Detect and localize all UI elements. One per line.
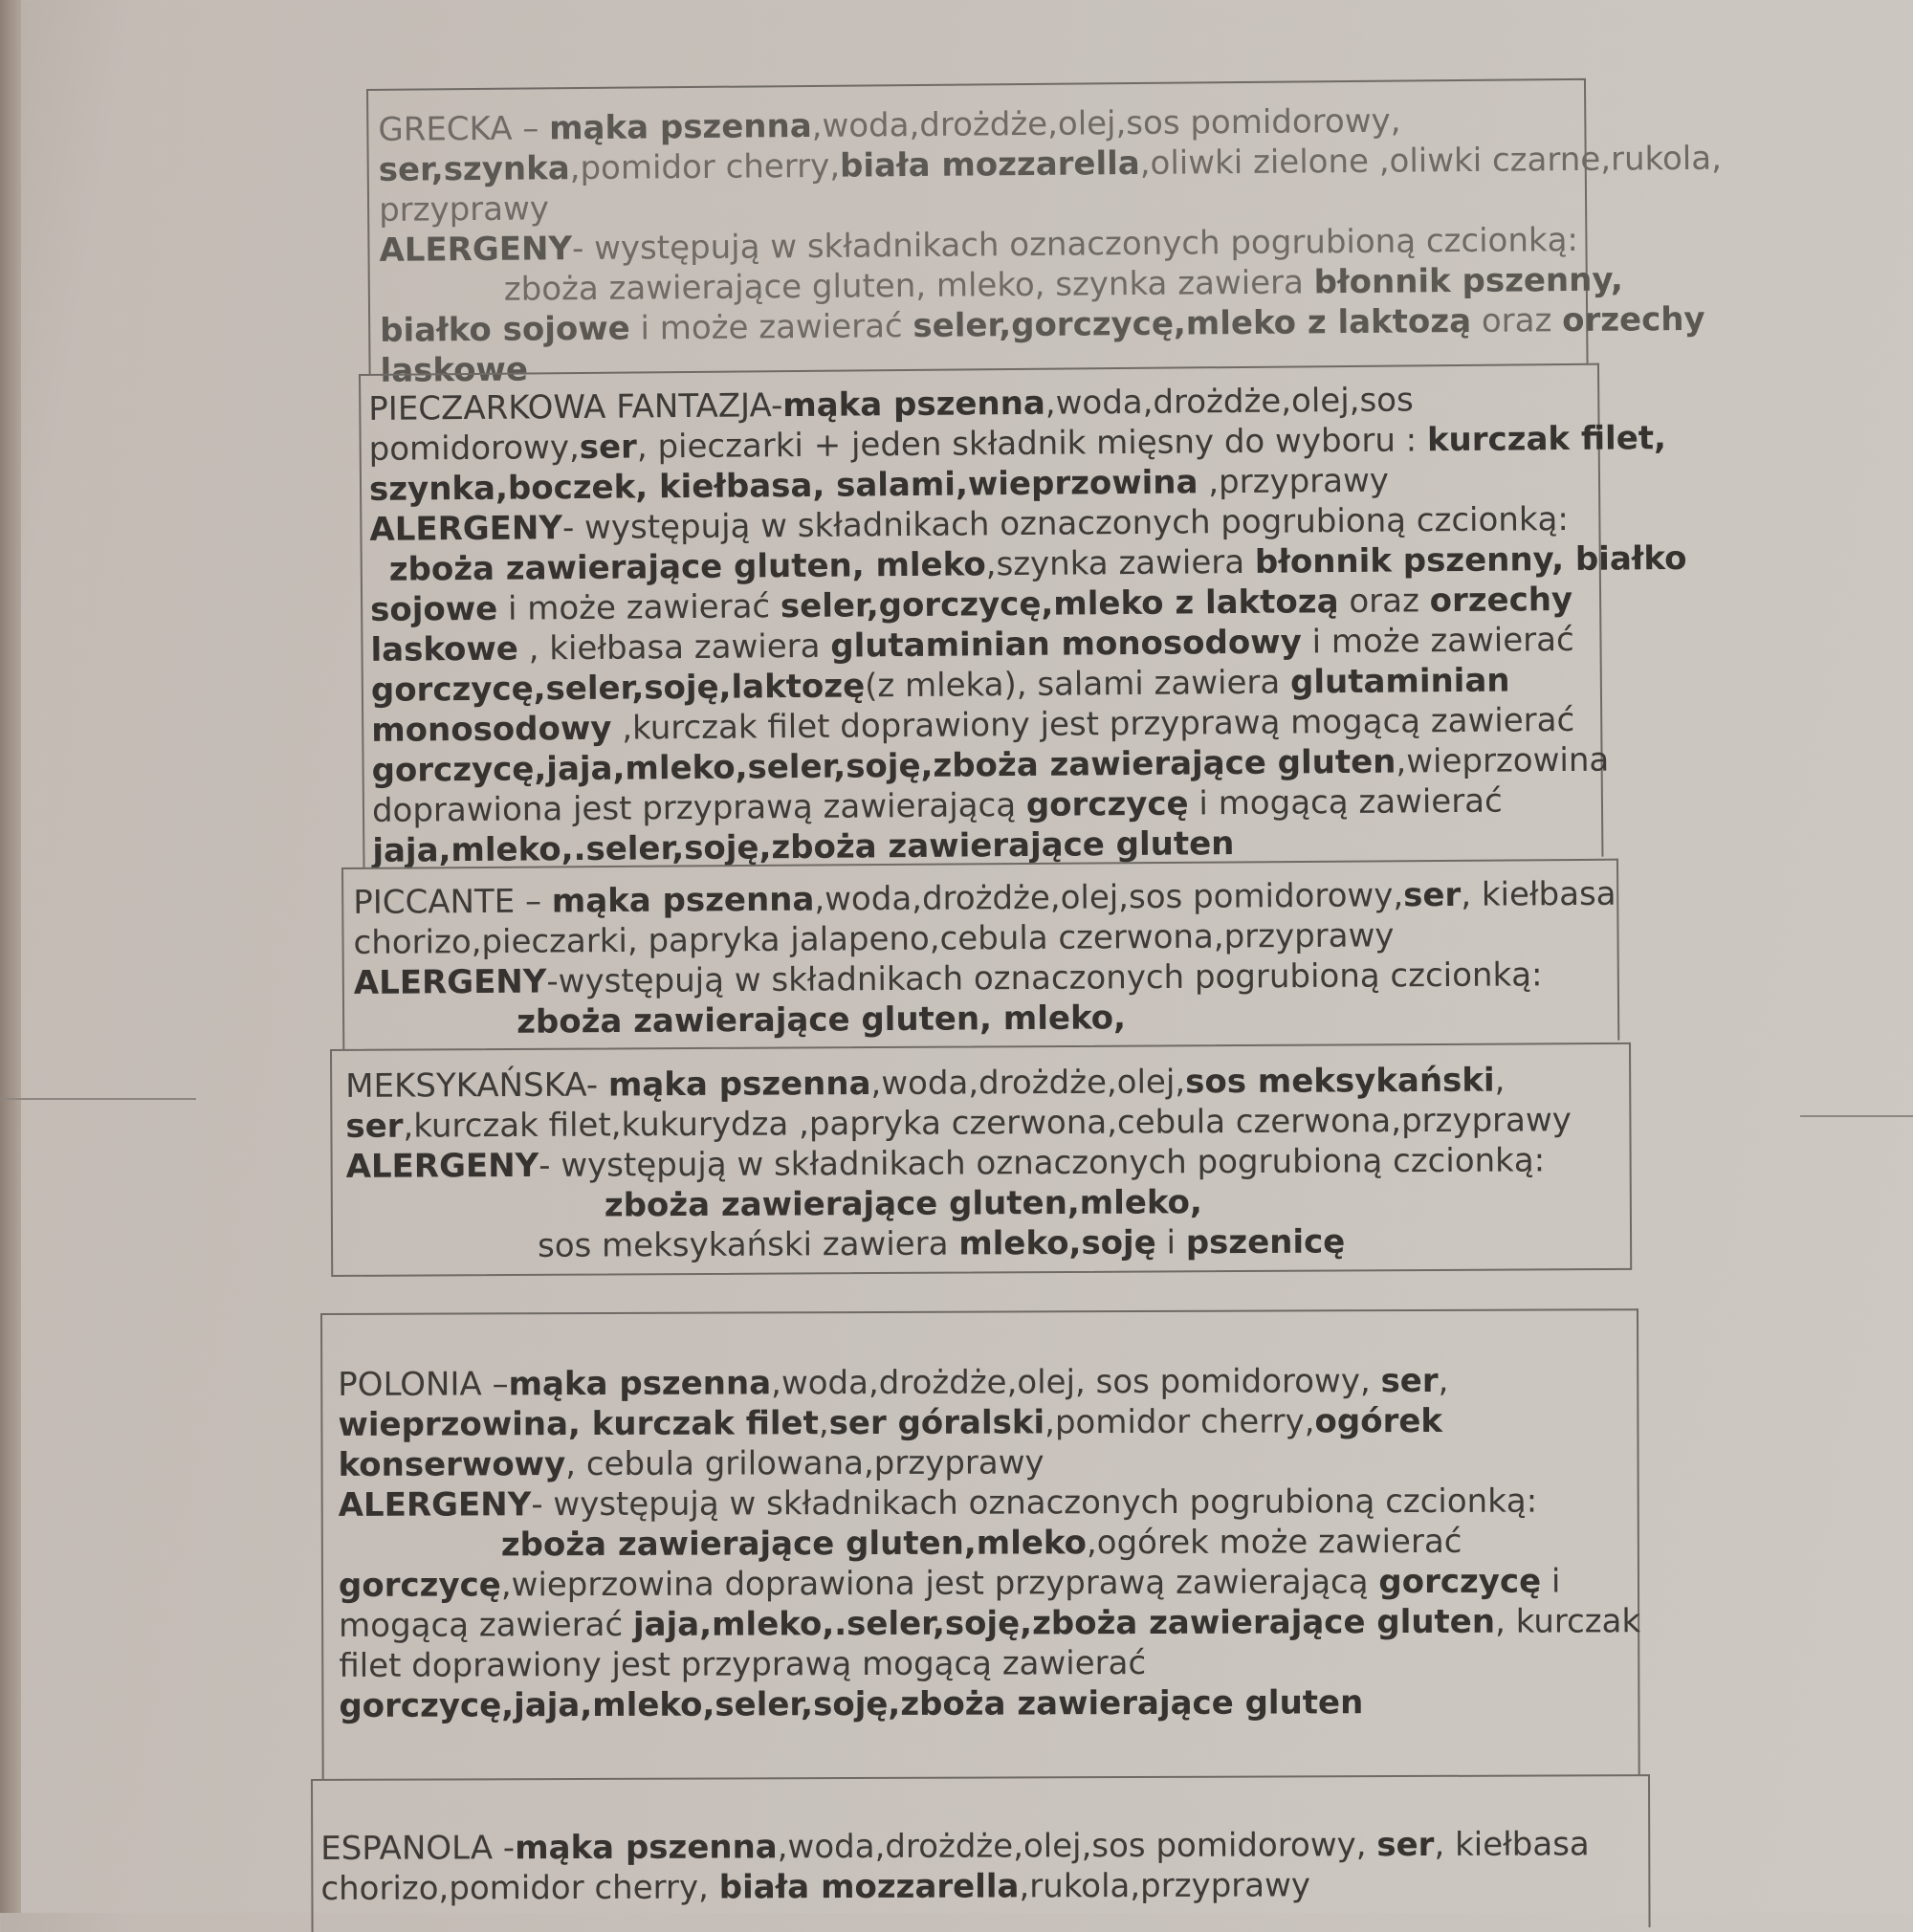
bold-text: gorczycę	[1025, 784, 1189, 824]
text: oraz	[1470, 301, 1563, 340]
bold-text: glutaminian	[1289, 661, 1510, 702]
text: ,woda,drożdże,olej,sos pomidorowy,	[811, 101, 1401, 145]
line	[338, 1360, 1637, 1405]
section-espanola	[311, 1774, 1651, 1932]
text: i może zawierać	[497, 587, 781, 628]
line	[339, 1601, 1641, 1646]
text: ,woda,drożdże,olej,sos pomidorowy,	[814, 876, 1404, 919]
text: filet doprawiony jest przyprawą mogącą zawierać	[339, 1643, 1147, 1685]
line	[346, 1220, 1630, 1267]
text: ,rukola,przyprawy	[1019, 1866, 1311, 1906]
text: ,woda,drożdże,olej, sos pomidorowy,	[771, 1362, 1381, 1403]
text: ,woda,drożdże,olej,sos pomidorowy,	[777, 1826, 1377, 1867]
bold-text: gorczycę,jaja,mleko,seler,soję,zboża zawierające gluten	[339, 1683, 1364, 1725]
bold-text: seler,gorczycę,mleko z laktozą	[913, 301, 1472, 346]
bold-text: mąka pszenna	[782, 384, 1045, 426]
text: ,pomidor cherry,	[569, 146, 841, 188]
bold-text: błonnik pszenny, białko	[1254, 538, 1687, 582]
bold-text: ALERGENY	[369, 509, 563, 549]
line	[339, 1521, 1638, 1566]
line	[345, 1100, 1629, 1147]
text: (z mleka), salami zawiera	[864, 663, 1291, 706]
line	[338, 1400, 1637, 1445]
bold-text: wieprzowina, kurczak filet	[338, 1404, 819, 1444]
line	[339, 1681, 1638, 1726]
line	[320, 1864, 1648, 1909]
bold-text: ogórek	[1314, 1401, 1443, 1441]
text: - występują w składnikach oznaczonych pogrubioną czcionką:	[531, 1482, 1538, 1525]
bold-text: mąka pszenna	[551, 880, 815, 921]
bold-text: glutaminian monosodowy	[830, 623, 1302, 666]
text: , pieczarki + jeden składnik mięsny do wyboru :	[636, 421, 1428, 467]
section-grecka	[366, 78, 1723, 390]
text: i	[1541, 1562, 1561, 1601]
text: doprawiona jest przyprawą zawierającą	[371, 785, 1027, 830]
text: - występują w składnikach oznaczonych pogrubioną czcionką:	[561, 499, 1570, 548]
section-meksykanska	[330, 1043, 1632, 1277]
bold-text: mleko,soję	[958, 1223, 1156, 1263]
bold-text: ser góralski	[828, 1403, 1045, 1443]
text: ,szynka zawiera	[985, 542, 1256, 584]
bold-text: gorczycę	[338, 1566, 501, 1605]
text: GRECKA –	[378, 109, 550, 149]
bold-text: mąka pszenna	[607, 1065, 871, 1105]
bold-text: szynka,boczek, kiełbasa, salami,wieprzowina	[368, 463, 1198, 509]
text: ,oliwki zielone ,oliwki czarne,rukola,	[1139, 139, 1723, 183]
bold-text: ser	[1403, 875, 1462, 915]
text: ,pomidor cherry,	[1044, 1402, 1315, 1442]
text: ,ogórek może zawierać	[1086, 1522, 1462, 1563]
line	[354, 995, 1617, 1043]
bold-text: orzechy	[1561, 299, 1705, 340]
text: ,kurczak filet doprawiony jest przyprawą mogącą zawierać	[611, 700, 1575, 748]
bold-text: konserwowy	[338, 1445, 566, 1484]
line	[339, 1481, 1638, 1526]
bold-text: seler,gorczycę,mleko z laktozą	[780, 582, 1339, 626]
section-polonia	[320, 1308, 1640, 1779]
bold-text: ALERGENY	[379, 230, 573, 270]
bold-text: mąka pszenna	[548, 106, 812, 148]
text: oraz	[1338, 582, 1430, 622]
text: ,wieprzowina doprawiona jest przyprawą zawierającą	[500, 1563, 1379, 1605]
text: i	[1155, 1223, 1186, 1262]
bold-text: gorczycę	[1378, 1562, 1542, 1602]
text: chorizo,pieczarki, papryka jalapeno,cebula czerwona,przyprawy	[353, 916, 1395, 962]
bold-text: jaja,mleko,.seler,soję,zboża zawierające gluten	[372, 824, 1235, 870]
text: zboża zawierające gluten, mleko, szynka zawiera	[503, 263, 1314, 309]
bold-text: zboża zawierające gluten,mleko	[500, 1524, 1088, 1565]
bold-text: zboża zawierające gluten, mleko	[388, 545, 986, 589]
text: , kurczak	[1494, 1602, 1641, 1641]
text: -występują w składnikach oznaczonych pogrubioną czcionką:	[546, 955, 1543, 1001]
section-piccante	[341, 859, 1619, 1049]
text: , kiełbasa zawiera	[517, 626, 831, 669]
line	[320, 1824, 1648, 1869]
bold-text: pszenicę	[1185, 1222, 1346, 1262]
bold-text: kurczak filet,	[1426, 419, 1667, 460]
text: i może zawierać	[629, 307, 913, 348]
bold-text: ser	[1376, 1825, 1435, 1865]
bold-text: zboża zawierające gluten, mleko,	[516, 999, 1127, 1042]
bold-text: błonnik pszenny,	[1313, 260, 1623, 302]
text: i mogącą zawierać	[1188, 781, 1503, 823]
bold-text: ALERGENY	[345, 1146, 539, 1186]
bold-text: mąka pszenna	[515, 1828, 778, 1868]
text: MEKSYKAŃSKA-	[345, 1065, 609, 1106]
text: ,woda,drożdże,olej,	[870, 1063, 1186, 1104]
text: mogącą zawierać	[339, 1605, 634, 1645]
bold-text: ser,szynka	[378, 149, 570, 189]
bold-text: ALERGENY	[338, 1485, 532, 1525]
text: sos meksykański zawiera	[537, 1224, 959, 1265]
bold-text: laskowe	[370, 629, 519, 670]
bold-text: ser	[579, 428, 638, 467]
text: ,woda,drożdże,olej,sos	[1044, 381, 1414, 423]
text: ,przyprawy	[1198, 461, 1390, 502]
text: ,wieprzowina	[1396, 740, 1610, 781]
bold-text: sojowe	[369, 589, 498, 629]
bold-text: biała mozzarella	[839, 143, 1140, 186]
bold-text: ser	[1380, 1361, 1439, 1401]
bold-text: gorczycę,jaja,mleko,seler,soję,zboża zawierające gluten	[371, 742, 1396, 790]
text: POLONIA –	[338, 1365, 509, 1404]
bold-text: laskowe	[380, 350, 529, 390]
line	[346, 1180, 1630, 1227]
line	[346, 1140, 1630, 1187]
text: PIECZARKOWA FANTAZJA-	[368, 386, 783, 428]
bold-text: sos meksykański	[1185, 1061, 1495, 1102]
bold-text: białko sojowe	[380, 309, 630, 350]
text: , kiełbasa	[1434, 1825, 1590, 1864]
bold-text: orzechy	[1429, 580, 1573, 621]
text: PICCANTE –	[353, 882, 552, 922]
text: chorizo,pomidor cherry,	[320, 1868, 719, 1908]
text: , cebula grilowana,przyprawy	[565, 1443, 1044, 1484]
line	[338, 1440, 1637, 1485]
bold-text: monosodowy	[371, 709, 612, 750]
text: pomidorowy,	[368, 428, 580, 469]
section-pieczarkowa-fantazja	[359, 363, 1687, 870]
bold-text: zboża zawierające gluten,mleko,	[604, 1183, 1202, 1225]
text: ESPANOLA -	[320, 1829, 516, 1868]
text: ,	[1438, 1361, 1449, 1400]
bold-text: ALERGENY	[353, 962, 547, 1002]
text: , kiełbasa	[1461, 874, 1616, 914]
bold-text: biała mozzarella	[718, 1867, 1020, 1907]
text: - występują w składnikach oznaczonych pogrubioną czcionką:	[539, 1141, 1546, 1185]
line	[339, 1561, 1638, 1606]
bold-text: jaja,mleko,.seler,soję,zboża zawierające gluten	[632, 1602, 1496, 1644]
line	[345, 1060, 1629, 1107]
line	[339, 1641, 1638, 1686]
text: przyprawy	[378, 189, 550, 230]
text: ,kurczak filet,kukurydza ,papryka czerwona,cebula czerwona,przyprawy	[403, 1101, 1572, 1146]
bold-text: ser	[345, 1107, 404, 1146]
text: ,	[1494, 1061, 1506, 1100]
text: ,	[818, 1404, 829, 1443]
bold-text: gorczycę,seler,soję,laktozę	[370, 667, 866, 710]
text: i może zawierać	[1301, 620, 1574, 662]
bold-text: mąka pszenna	[508, 1364, 772, 1404]
text: - występują w składnikach oznaczonych pogrubioną czcionką:	[571, 220, 1579, 269]
